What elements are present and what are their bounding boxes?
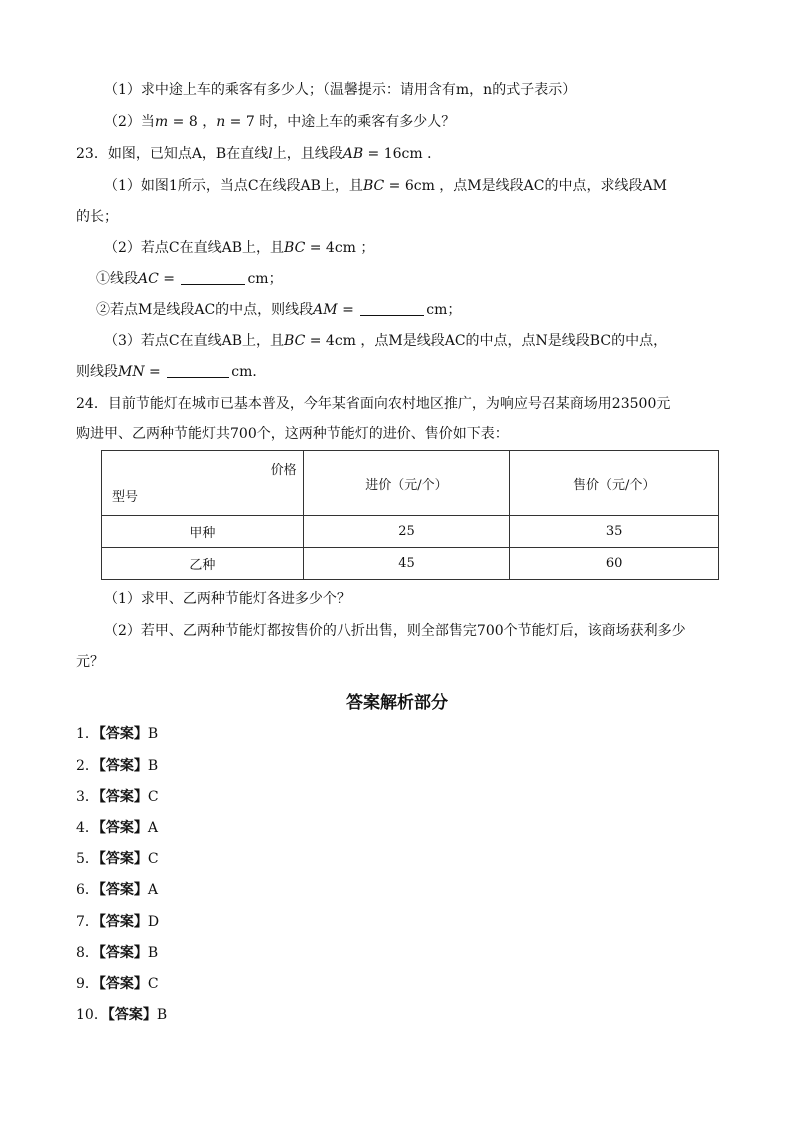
answer-num: 7． [76,914,99,930]
q23-sub1-a: ①线段 [96,271,138,287]
q23-sub1-unit: cm； [247,271,283,287]
q23-part1 [104,176,667,196]
answer-value: B [147,945,159,961]
answer-tag: 【答案】 [98,851,148,867]
q22-part2-text-a: （2）当 [104,114,155,130]
row-name: 甲种 [102,516,304,548]
answer-tag: 【答案】 [98,945,148,961]
answer-num: 5． [76,851,99,867]
answer-tag: 【答案】 [107,1007,157,1023]
answer-num: 4． [76,820,99,836]
answer-item [76,912,159,932]
q23-sub2-a: ②若点M是线段AC的中点，则线段 [96,302,314,318]
q23-part3 [104,331,667,351]
answer-tag: 【答案】 [98,726,148,742]
q23-sub2-unit: cm； [426,302,462,318]
q23-part3-c: 则线段 [76,364,118,380]
answer-tag: 【答案】 [98,914,148,930]
answer-value: D [147,914,160,930]
row-name: 乙种 [102,548,304,580]
var-ac: AC [138,271,159,287]
row-cost: 45 [303,548,510,580]
q22-part2-text-c: = 7 时，中途上车的乘客有多少人？ [225,114,456,130]
answers-title: 答案解析部分 [346,693,448,713]
var-ab: AB [342,146,364,162]
var-mn: MN [118,364,145,380]
q23-part3-b: = 4cm ，点M是线段AC的中点，点N是线段BC的中点， [305,333,668,349]
answer-tag: 【答案】 [98,789,148,805]
answer-tag: 【答案】 [98,976,148,992]
corner-label-type: 型号 [112,490,139,505]
q24-stem-line2: 购进甲、乙两种节能灯共700个，这两种节能灯的进价、售价如下表： [76,426,509,442]
q23-sub2-eq: = [337,302,359,318]
answer-num: 1． [76,726,99,742]
answer-item [76,724,158,744]
q22-part1: （1）求中途上车的乘客有多少人；（温馨提示：请用含有m，n的式子表示） [104,82,577,98]
answer-num: 8． [76,945,99,961]
table-header-row [102,451,719,516]
answer-item [76,849,159,869]
q23-stem-b: 上，且线段 [272,146,343,162]
q23-stem [76,144,441,164]
answer-value: A [147,882,159,898]
var-bc: BC [284,240,306,256]
q22-part2-text-b: = 8 ， [168,114,217,130]
q24-part2: （2）若甲、乙两种节能灯都按售价的八折出售，则全部售完700个节能灯后，该商场获利多少 [104,623,686,639]
table-row [102,516,719,548]
corner-label-price: 价格 [270,463,297,478]
answer-num: 10． [76,1007,108,1023]
price-table [101,450,719,580]
q23-part1-cont: 的长； [76,209,118,225]
var-m: m [154,114,169,130]
answer-num: 2． [76,758,99,774]
var-bc: BC [362,178,385,194]
var-am: AM [313,302,338,318]
answer-item [76,880,158,900]
row-price: 60 [510,548,719,580]
answer-item [76,787,159,807]
col-header-cost: 进价（元/个） [303,451,510,516]
answer-tag: 【答案】 [98,758,148,774]
answer-num: 3． [76,789,99,805]
q23-part3-eq: = [144,364,166,380]
answer-value: B [156,1007,168,1023]
var-l: l [268,146,273,162]
answer-value: C [147,851,159,867]
answer-value: C [147,789,159,805]
answer-num: 6． [76,882,99,898]
row-price: 35 [510,516,719,548]
var-bc: BC [284,333,306,349]
q23-part3-a: （3）若点C在直线AB上，且 [104,333,285,349]
q23-sub1-eq: = [158,271,180,287]
answer-blank [360,301,424,316]
q23-part1-a: （1）如图1所示，当点C在线段AB上，且 [104,178,363,194]
answer-item [76,818,158,838]
answer-item [76,974,159,994]
row-cost: 25 [303,516,510,548]
q23-part2-a: （2）若点C在直线AB上，且 [104,240,285,256]
table-row [102,548,719,580]
q23-part2-sub1 [96,269,283,289]
q24-part2-cont: 元？ [76,654,104,670]
q23-part2-b: = 4cm ； [305,240,375,256]
q23-part3-unit: cm． [231,364,267,380]
q24-stem-line1: 24．目前节能灯在城市已基本普及，今年某省面向农村地区推广，为响应号召某商场用23500元 [76,396,671,412]
answer-value: B [147,726,159,742]
q23-part3-cont [76,362,266,382]
q23-part2-sub2 [96,300,461,320]
answer-value: A [147,820,159,836]
q23-stem-a: 23．如图，已知点A，B在直线 [76,146,269,162]
answer-blank [167,363,229,378]
answer-item [76,1005,167,1025]
answer-tag: 【答案】 [98,820,148,836]
q23-part1-b: = 6cm ，点M是线段AC的中点，求线段AM [384,178,667,194]
q23-part2 [104,238,374,258]
var-n: n [216,114,226,130]
answer-blank [181,270,245,285]
answer-item [76,943,158,963]
answer-value: B [147,758,159,774]
answer-item [76,756,158,776]
col-header-price: 售价（元/个） [510,451,719,516]
table-corner-cell [102,451,304,516]
q24-part1: （1）求甲、乙两种节能灯各进多少个？ [104,591,351,607]
q22-part2 [104,112,455,132]
answer-tag: 【答案】 [98,882,148,898]
q23-stem-c: = 16cm ． [363,146,442,162]
answer-num: 9． [76,976,99,992]
answer-value: C [147,976,159,992]
